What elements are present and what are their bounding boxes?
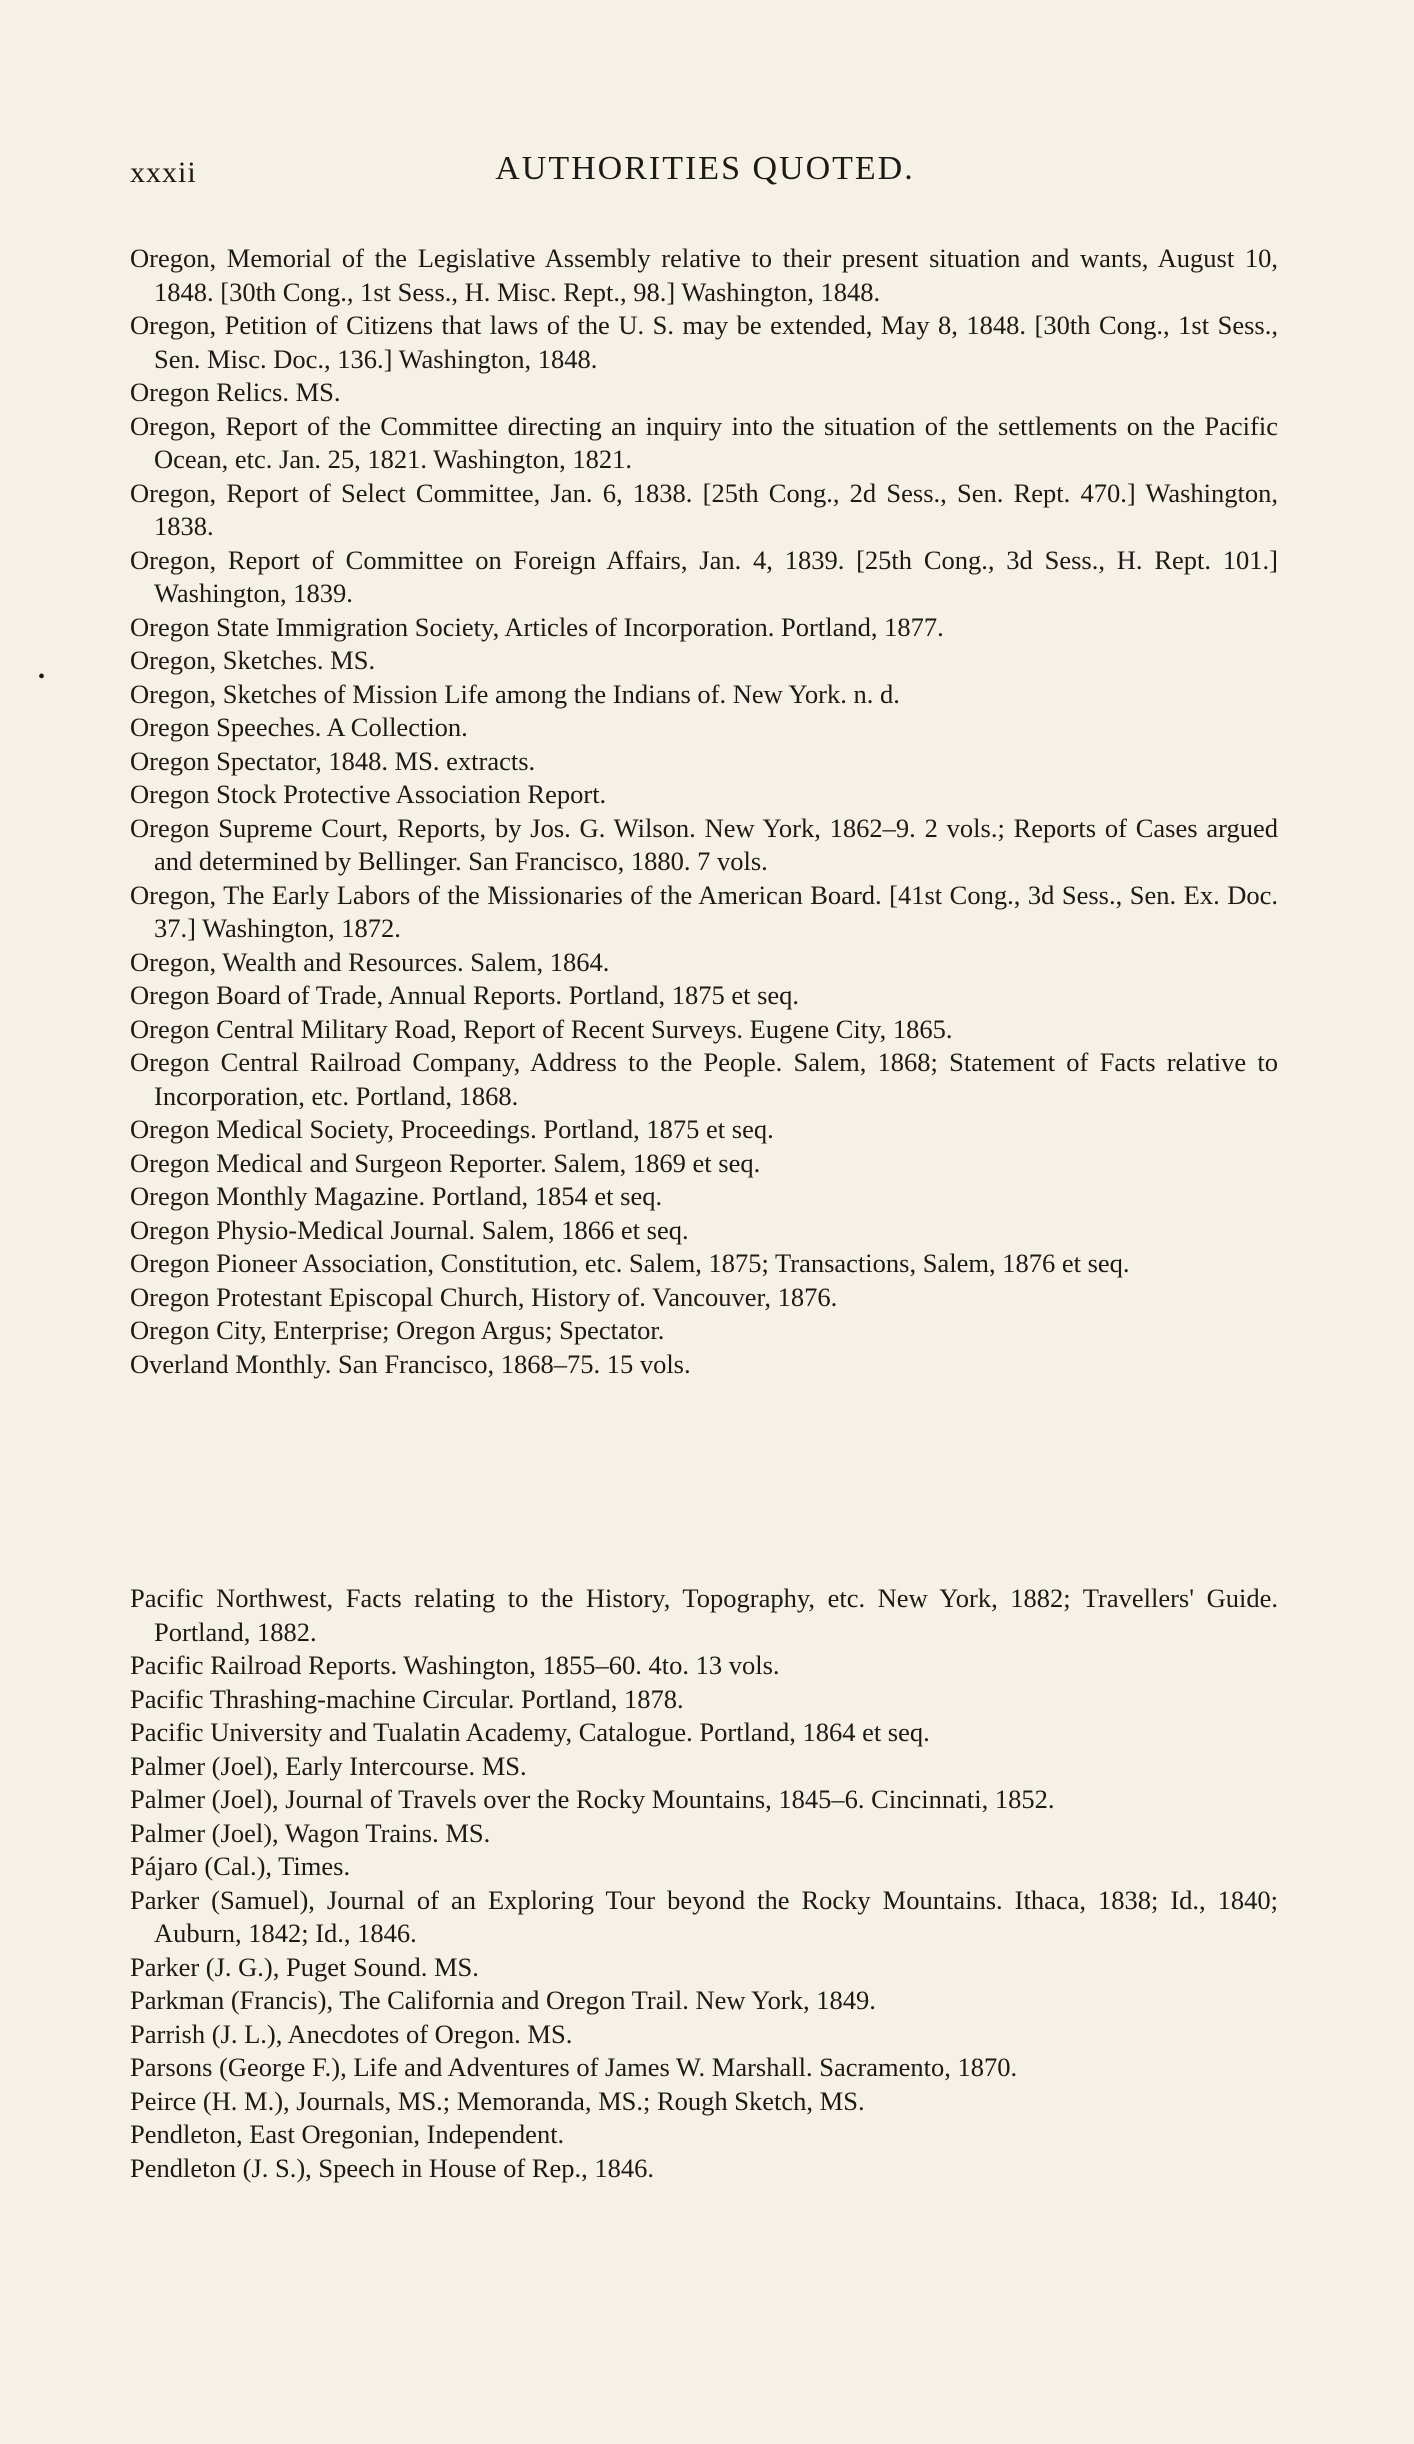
entries-p-group: [130, 1582, 1278, 2185]
bibliography-entry: Oregon Pioneer Association, Constitution, etc. Salem, 1875; Transactions, Salem, 1876 et seq.: [130, 1248, 1130, 1278]
entries-o-group: [130, 242, 1278, 1381]
bibliography-entry: Oregon, Report of Select Committee, Jan. 6, 1838. [25th Cong., 2d Sess., Sen. Rept. 470.] Washington, 1838.: [130, 477, 1278, 541]
bibliography-entry: Peirce (H. M.), Journals, MS.; Memoranda, MS.; Rough Sketch, MS.: [130, 2085, 865, 2116]
bibliography-entry: Oregon, The Early Labors of the Missionaries of the American Board. [41st Cong., 3d Sess., Sen. Ex. Doc. 37.] Washington, 1872.: [130, 879, 1278, 943]
bibliography-entry: Oregon Spectator, 1848. MS. extracts.: [130, 745, 536, 776]
page-number: xxxii: [130, 156, 197, 189]
bibliography-entry: Oregon Medical and Surgeon Reporter. Salem, 1869 et seq.: [130, 1147, 761, 1178]
bibliography-entry: Oregon Protestant Episcopal Church, History of. Vancouver, 1876.: [130, 1281, 838, 1312]
bibliography-entry: Oregon Board of Trade, Annual Reports. Portland, 1875 et seq.: [130, 980, 800, 1010]
bibliography-entry: Oregon Supreme Court, Reports, by Jos. G. Wilson. New York, 1862–9. 2 vols.; Reports of Cases argued and determined by Bellinger. San Francisco, 1880. 7 vols.: [130, 812, 1278, 876]
bibliography-entry: Pacific University and Tualatin Academy, Catalogue. Portland, 1864 et seq.: [130, 1717, 930, 1747]
bibliography-entry: Oregon Central Military Road, Report of Recent Surveys. Eugene City, 1865.: [130, 1013, 953, 1044]
bibliography-entry: Parkman (Francis), The California and Oregon Trail. New York, 1849.: [130, 1985, 876, 2015]
bibliography-entry: Oregon State Immigration Society, Articles of Incorporation. Portland, 1877.: [130, 611, 944, 642]
bibliography-entry: Parsons (George F.), Life and Adventures of James W. Marshall. Sacramento, 1870.: [130, 2052, 1018, 2082]
bibliography-entry: Oregon Central Railroad Company, Address to the People. Salem, 1868; Statement of Facts relative to Incorporation, etc. Portland, 1868.: [130, 1047, 1278, 1111]
bibliography-entry: Oregon, Wealth and Resources. Salem, 1864.: [130, 946, 610, 977]
bibliography-entry: Oregon Monthly Magazine. Portland, 1854 et seq.: [130, 1181, 663, 1211]
bibliography-entry: Pacific Railroad Reports. Washington, 1855–60. 4to. 13 vols.: [130, 1650, 780, 1680]
bibliography-entry: Pacific Northwest, Facts relating to the History, Topography, etc. New York, 1882; Travellers' Guide. Portland, 1882.: [130, 1583, 1278, 1647]
bibliography-entry: Oregon Physio-Medical Journal. Salem, 1866 et seq.: [130, 1214, 689, 1245]
bibliography-entry: Oregon, Sketches of Mission Life among the Indians of. New York. n. d.: [130, 678, 900, 709]
bibliography-entry: Oregon Speeches. A Collection.: [130, 712, 468, 742]
bibliography-entry: Parrish (J. L.), Anecdotes of Oregon. MS.: [130, 2018, 573, 2049]
bibliography-entry: Oregon, Sketches. MS.: [130, 645, 376, 675]
bibliography-entry: Oregon City, Enterprise; Oregon Argus; Spectator.: [130, 1315, 665, 1345]
bibliography-entry: Oregon Relics. MS.: [130, 377, 341, 407]
bibliography-entry: Pájaro (Cal.), Times.: [130, 1851, 351, 1881]
bibliography-entry: Pacific Thrashing-machine Circular. Portland, 1878.: [130, 1683, 684, 1714]
bibliography-entry: Oregon Medical Society, Proceedings. Portland, 1875 et seq.: [130, 1114, 774, 1144]
bibliography-entry: Oregon, Report of the Committee directing an inquiry into the situation of the settlements on the Pacific Ocean, etc. Jan. 25, 1821. Washington, 1821.: [130, 410, 1278, 474]
bibliography-entry: Pendleton, East Oregonian, Independent.: [130, 2119, 565, 2149]
bibliography-entry: Parker (Samuel), Journal of an Exploring Tour beyond the Rocky Mountains. Ithaca, 1838; Id., 1840; Auburn, 1842; Id., 1846.: [130, 1884, 1278, 1948]
running-title: AUTHORITIES QUOTED.: [495, 150, 915, 187]
bibliography-entry: Palmer (Joel), Journal of Travels over the Rocky Mountains, 1845–6. Cincinnati, 1852.: [130, 1784, 1055, 1814]
bibliography-entry: Oregon, Memorial of the Legislative Assembly relative to their present situation and wants, August 10, 1848. [30th Cong., 1st Sess., H. Misc. Rept., 98.] Washington, 1848.: [130, 243, 1278, 307]
margin-bullet-mark: •: [38, 666, 46, 688]
bibliography-entry: Pendleton (J. S.), Speech in House of Rep., 1846.: [130, 2152, 655, 2183]
page-header: [130, 150, 1280, 200]
bibliography-entry: Parker (J. G.), Puget Sound. MS.: [130, 1951, 479, 1982]
bibliography-entry: Palmer (Joel), Wagon Trains. MS.: [130, 1817, 491, 1848]
bibliography-entry: Overland Monthly. San Francisco, 1868–75. 15 vols.: [130, 1348, 691, 1379]
bibliography-entry: Palmer (Joel), Early Intercourse. MS.: [130, 1750, 527, 1781]
bibliography-entry: Oregon, Petition of Citizens that laws of the U. S. may be extended, May 8, 1848. [30th Cong., 1st Sess., Sen. Misc. Doc., 136.] Washington, 1848.: [130, 310, 1278, 374]
bibliography-entry: Oregon, Report of Committee on Foreign Affairs, Jan. 4, 1839. [25th Cong., 3d Sess., H. Rept. 101.] Washington, 1839.: [130, 544, 1278, 608]
bibliography-entry: Oregon Stock Protective Association Report.: [130, 779, 607, 809]
